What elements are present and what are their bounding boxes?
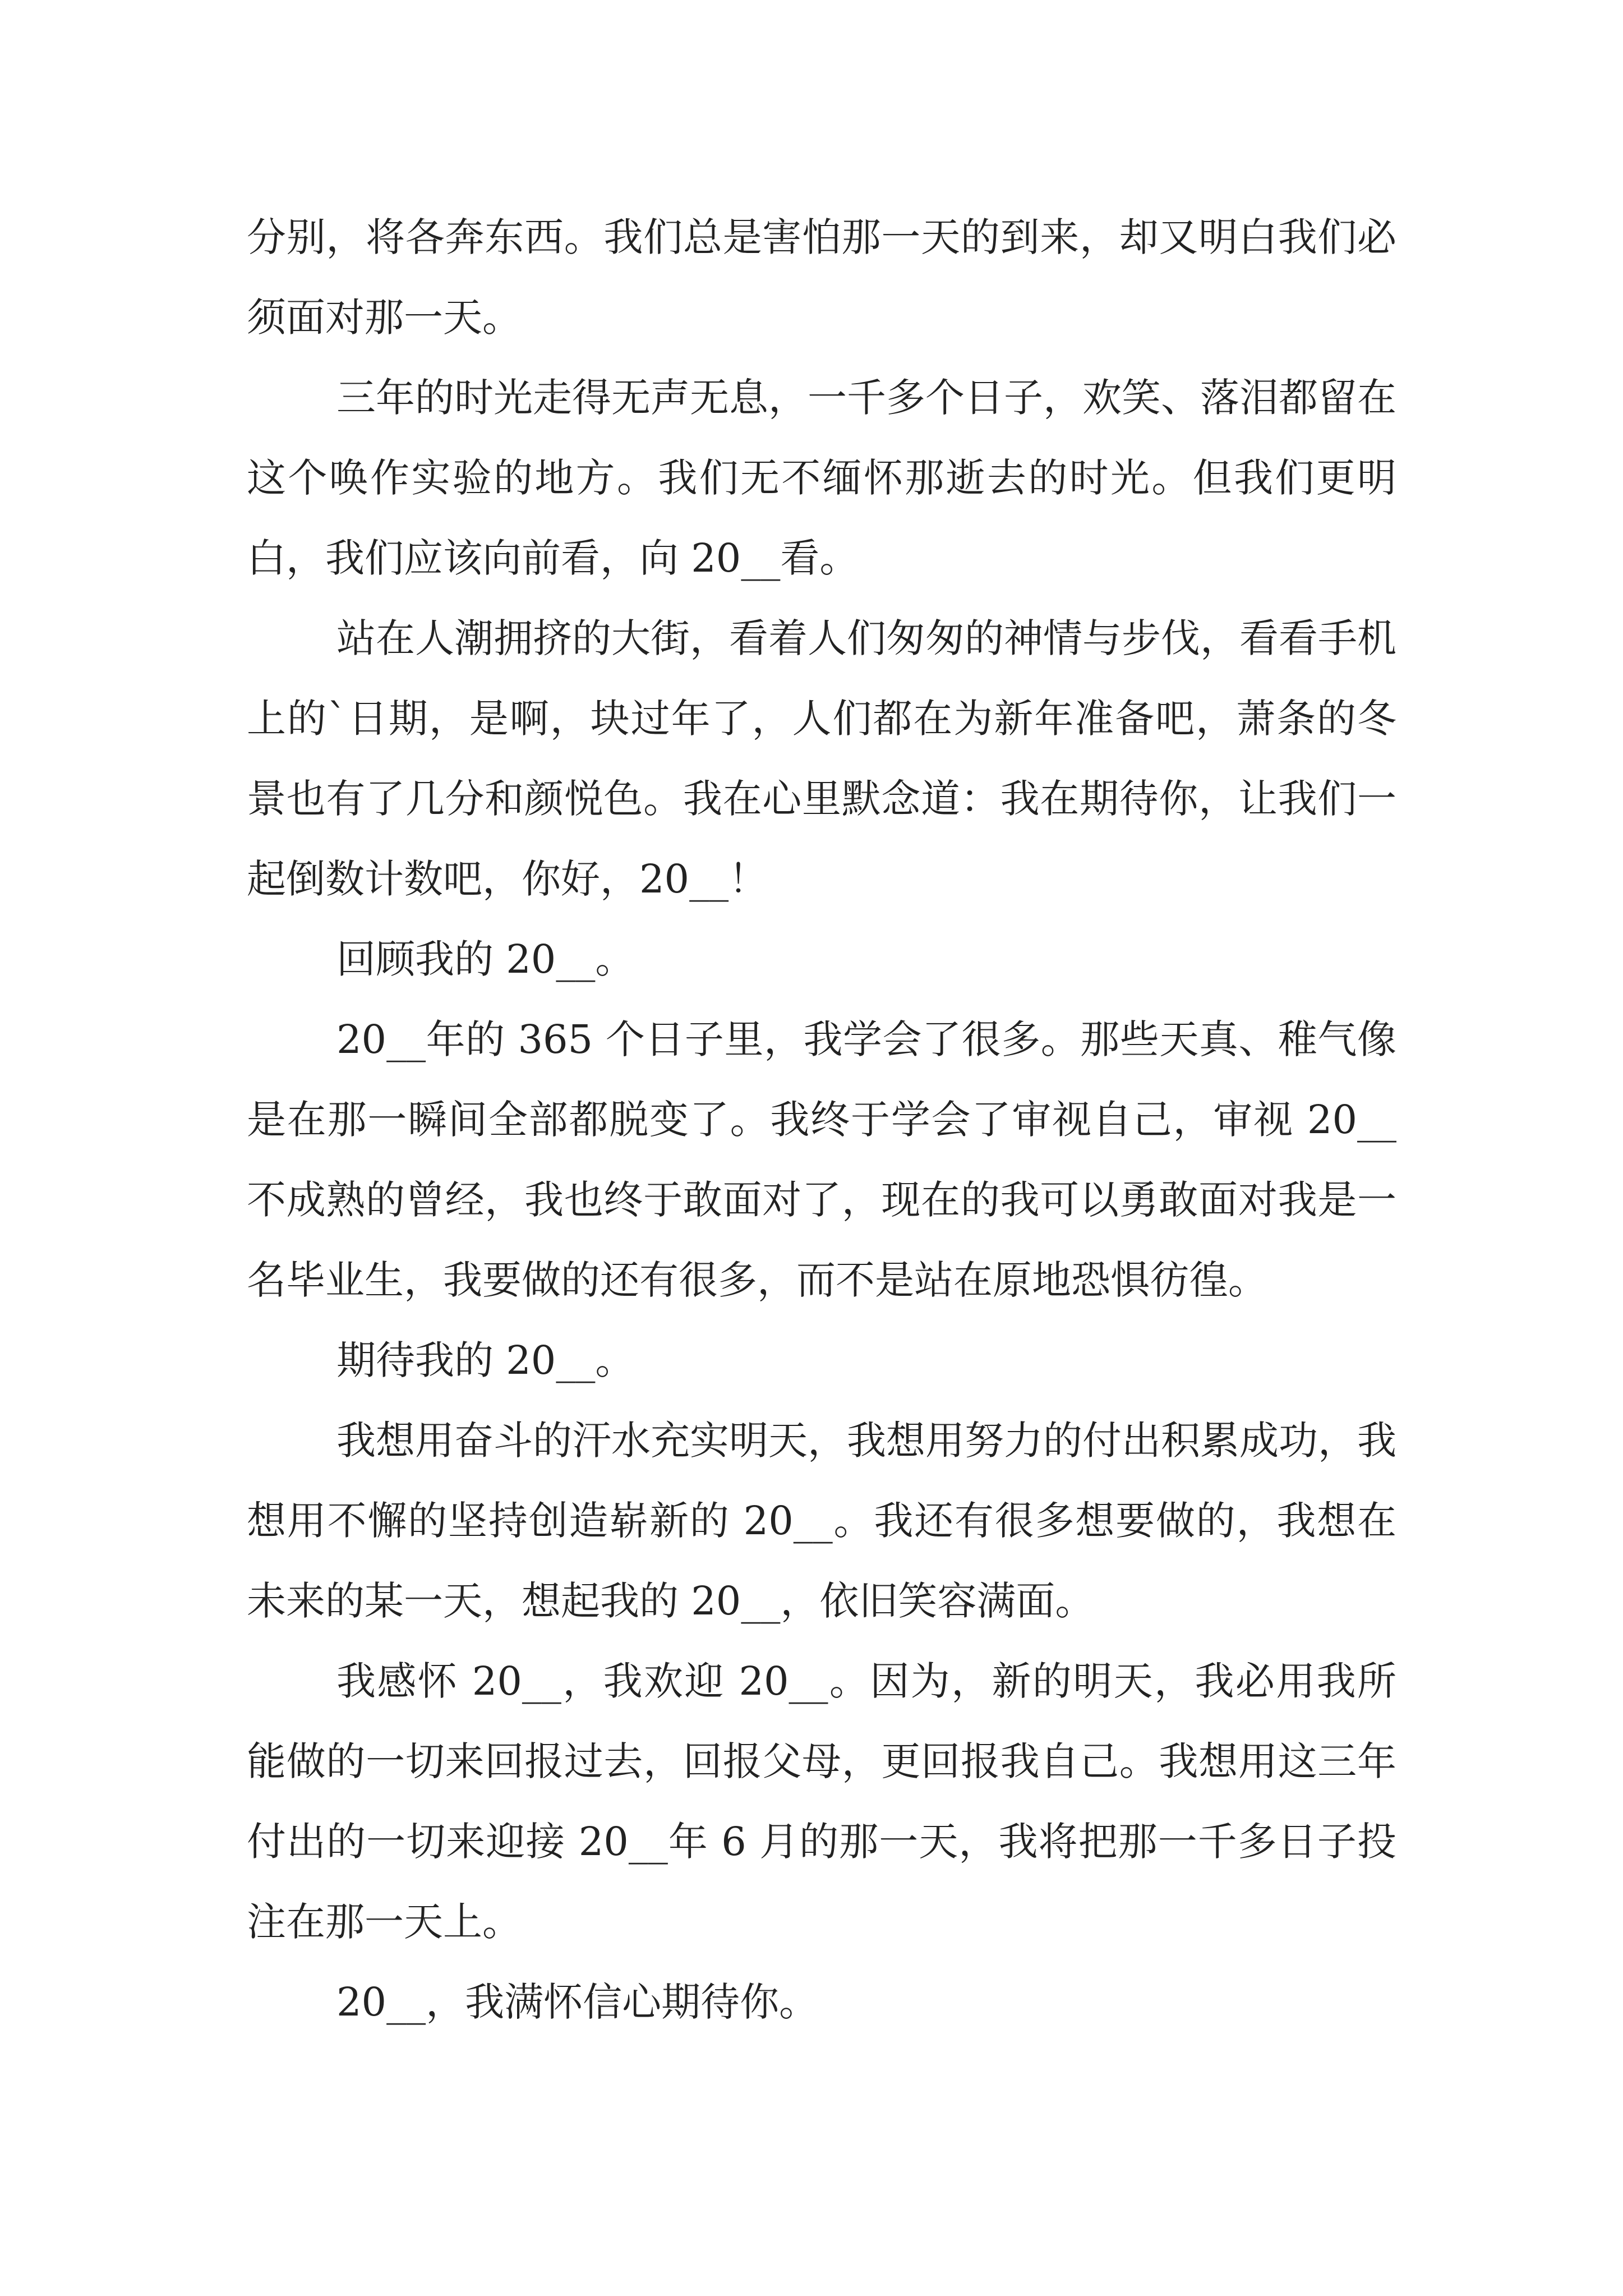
paragraph-8: 我感怀 20__，我欢迎 20__。因为，新的明天，我必用我所能做的一切来回报过去，回报父母，更回报我自己。我想用这三年付出的一切来迎接 20__年 6 月的那一天，我将把那一千多日子投注在那一天上。 [247,1658,1396,1945]
paragraph-3: 站在人潮拥挤的大街，看着人们匆匆的神情与步伐，看看手机上的`日期，是啊，块过年了，人们都在为新年准备吧，萧条的冬景也有了几分和颜悦色。我在心里默念道：我在期待你，让我们一起倒数计数吧，你好，20__！ [247,615,1396,902]
paragraph-4: 回顾我的 20__。 [336,936,635,982]
paragraph-7: 我想用奋斗的汗水充实明天，我想用努力的付出积累成功，我想用不懈的坚持创造崭新的 20__。我还有很多想要做的，我想在未来的某一天，想起我的 20__，依旧笑容满面。 [247,1418,1396,1624]
paragraph-1: 分别，将各奔东西。我们总是害怕那一天的到来，却又明白我们必须面对那一天。 [247,214,1396,341]
paragraph-5: 20__年的 365 个日子里，我学会了很多。那些天真、稚气像是在那一瞬间全部都脱变了。我终于学会了审视自己，审视 20__不成熟的曾经，我也终于敢面对了，现在的我可以勇敢面对我是一名毕业生，我要做的还有很多，而不是站在原地恐惧彷徨。 [247,1016,1396,1303]
document-body [247,197,1396,2042]
paragraph-2: 三年的时光走得无声无息，一千多个日子，欢笑、落泪都留在这个唤作实验的地方。我们无不缅怀那逝去的时光。但我们更明白，我们应该向前看，向 20__看。 [247,375,1396,581]
paragraph-6: 期待我的 20__。 [336,1337,635,1383]
paragraph-9: 20__，我满怀信心期待你。 [336,1979,819,2025]
